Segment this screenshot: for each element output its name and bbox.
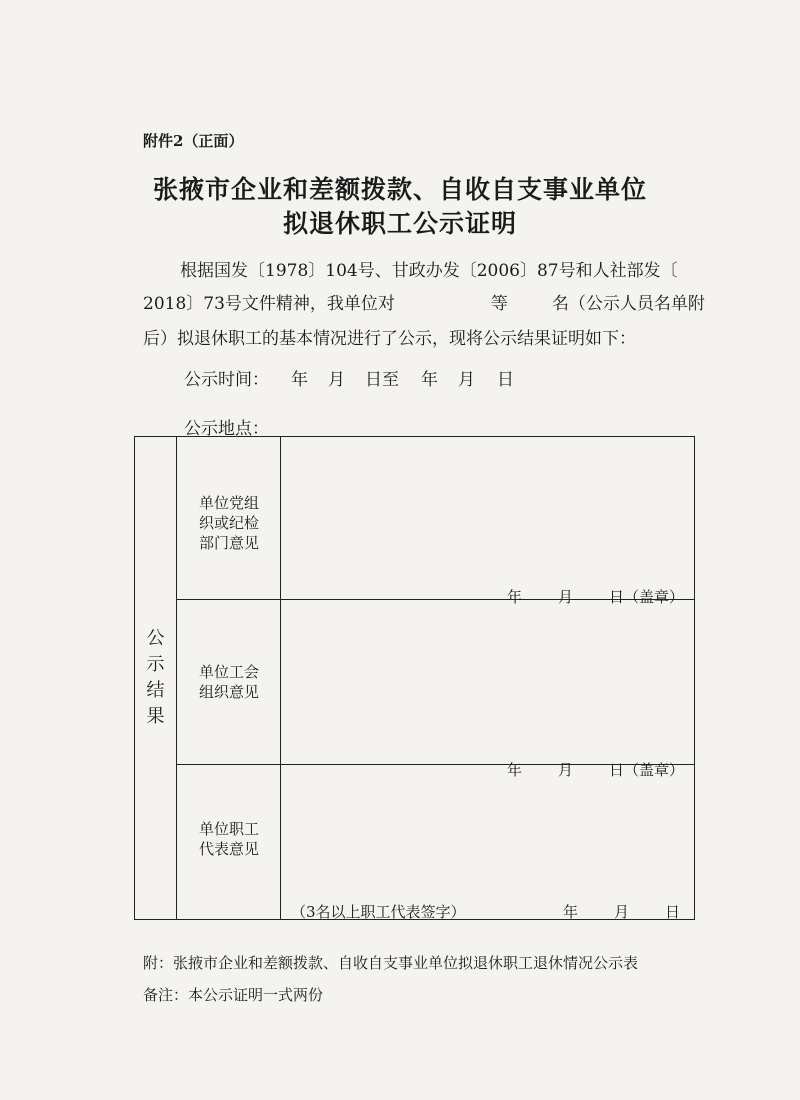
result-char: 示 bbox=[146, 654, 165, 675]
body-line-2-b: 等 bbox=[490, 294, 508, 314]
notice-time-year: 年 bbox=[291, 370, 308, 390]
document-title-line2: 拟退休职工公示证明 bbox=[282, 209, 517, 238]
notice-time-day-to: 日至 bbox=[365, 370, 399, 390]
sign-month: 月 bbox=[613, 903, 629, 921]
table-row bbox=[135, 437, 695, 600]
result-table bbox=[134, 436, 695, 920]
label-text: 代表意见 bbox=[199, 840, 260, 858]
result-column-label bbox=[135, 437, 177, 920]
table-row bbox=[135, 600, 695, 765]
notice-time-label: 公示时间： bbox=[184, 370, 269, 390]
sign-year: 年 bbox=[562, 903, 578, 921]
body-line-2-c: 名（公示人员名单附 bbox=[551, 294, 705, 314]
result-char: 果 bbox=[146, 706, 165, 727]
body-line-2-a: 2018〕73号文件精神，我单位对 bbox=[143, 294, 395, 314]
result-char: 结 bbox=[146, 680, 165, 701]
sign-day: 日 bbox=[664, 903, 680, 921]
sign-month: 月 bbox=[557, 588, 573, 606]
sign-year: 年 bbox=[506, 588, 522, 606]
attachment-label: 附件2（正面） bbox=[143, 132, 244, 150]
row-label-party bbox=[177, 437, 281, 600]
table-row bbox=[135, 765, 695, 920]
notice-place-label: 公示地点： bbox=[184, 419, 269, 439]
notice-time-year2: 年 bbox=[421, 370, 438, 390]
notice-time-month: 月 bbox=[328, 370, 345, 390]
representative-signature-note: （3名以上职工代表签字） bbox=[291, 903, 466, 921]
label-text: 组织意见 bbox=[199, 683, 260, 701]
body-line-2 bbox=[143, 289, 705, 314]
footer-remark: 备注：本公示证明一式两份 bbox=[143, 986, 324, 1004]
row-label-union bbox=[177, 600, 281, 765]
body-line-1: 根据国发〔1978〕104号、甘政办发〔2006〕87号和人社部发〔 bbox=[180, 261, 678, 281]
label-text: 部门意见 bbox=[199, 534, 260, 552]
label-text: 单位职工 bbox=[199, 820, 260, 838]
opinion-cell-party[interactable] bbox=[281, 437, 695, 606]
opinion-cell-staff[interactable] bbox=[281, 765, 695, 920]
sign-day: 日（盖章） bbox=[608, 588, 684, 606]
sign-day: 日（盖章） bbox=[608, 761, 684, 779]
label-text: 单位党组 bbox=[199, 494, 260, 512]
footer-attachment-note: 附：张掖市企业和差额拨款、自收自支事业单位拟退休职工退休情况公示表 bbox=[143, 954, 639, 972]
label-text: 织或纪检 bbox=[199, 514, 260, 532]
label-text: 单位工会 bbox=[199, 663, 260, 681]
signature-date bbox=[563, 901, 680, 922]
sign-year: 年 bbox=[506, 761, 522, 779]
notice-time-values bbox=[291, 365, 514, 390]
row-label-staff bbox=[177, 765, 281, 920]
notice-time-month2: 月 bbox=[458, 370, 475, 390]
body-line-3: 后）拟退休职工的基本情况进行了公示，现将公示结果证明如下： bbox=[143, 329, 636, 349]
result-char: 公 bbox=[146, 628, 165, 649]
sign-month: 月 bbox=[557, 761, 573, 779]
notice-time-day2: 日 bbox=[497, 370, 514, 390]
document-title-line1: 张掖市企业和差额拨款、自收自支事业单位 bbox=[152, 175, 647, 204]
opinion-cell-union[interactable] bbox=[281, 600, 695, 779]
